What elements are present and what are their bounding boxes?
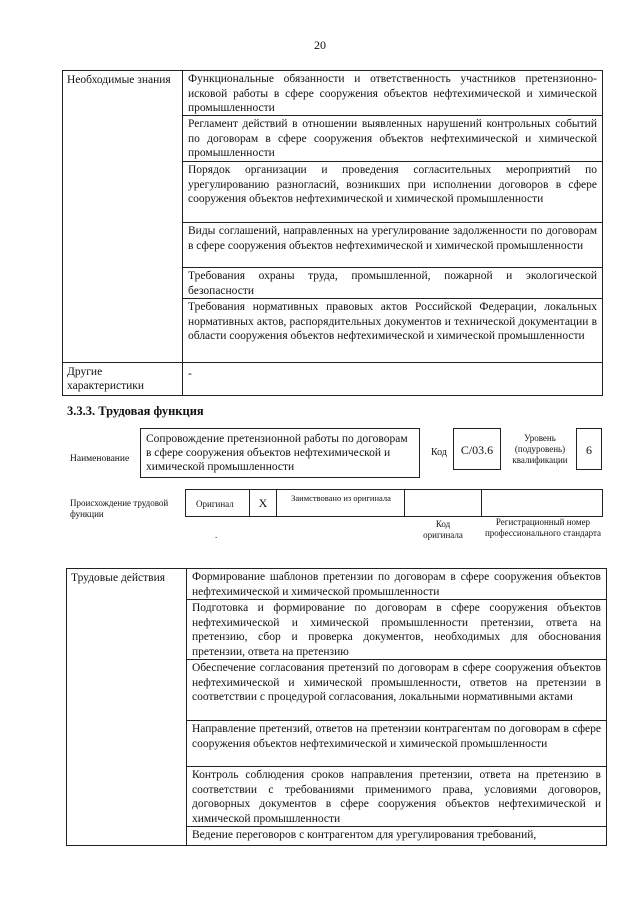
list-item: Ведение переговоров с контрагентом для урегулирования требований,: [192, 829, 537, 841]
list-item: Порядок организации и проведения согласительных мероприятий по урегулированию разногласий, возникших при исполнении договоров в сфере сооружения объектов нефтехимической и химической промышленности: [183, 162, 602, 223]
work-actions-table: [66, 568, 607, 846]
code-original-box: [404, 490, 482, 516]
table-row: [63, 71, 603, 363]
code-original-caption: Код оригинала: [423, 519, 463, 540]
reg-number-caption: Регистрационный номер профессионального стандарта: [484, 517, 602, 538]
original-mark: X: [249, 490, 277, 516]
row-label: Другие характеристики: [63, 363, 183, 396]
level-label: Уровень (подуровень) квалификации: [512, 433, 568, 465]
name-label: Наименование: [70, 454, 130, 464]
list-item: Требования нормативных правовых актов Российской Федерации, локальных нормативных актов, распорядительных документов и технической документации в области сооружения объектов нефтехимической и химической промышленности: [188, 301, 597, 342]
level-value: 6: [576, 428, 602, 470]
list-item: Регламент действий в отношении выявленных нарушений контрольных событий по договорам в сфере сооружения объектов нефтехимической и химической промышленности: [183, 116, 602, 162]
list-item: Обеспечение согласования претензий по договорам в сфере сооружения объектов нефтехимической и химической промышленности, ответов на претензии в соответствии с процедурой согласования, локальными нормативными актами: [187, 660, 606, 721]
table-row: [63, 363, 603, 396]
row-label: Трудовые действия: [67, 569, 187, 846]
borrowed-label: Заимствовано из оригинала: [291, 493, 391, 503]
section-title: 3.3.3. Трудовая функция: [67, 404, 204, 418]
origin-strip: [185, 489, 603, 517]
function-name: Сопровождение претензионной работы по договорам в сфере сооружения объектов нефтехимической и химической промышленности: [140, 428, 420, 478]
list-item: Контроль соблюдения сроков направления претензии, ответа на претензию в соответствии с требованиями применимого права, условиями договоров, договорных документов в сфере сооружения объектов нефтехимической и химической промышленности: [187, 767, 606, 827]
list-item: Функциональные обязанности и ответственность участников претензионно-исковой работы в сфере сооружения объектов нефтехимической и химической промышленности: [183, 71, 602, 116]
list-item: Подготовка и формирование по договорам в сфере сооружения объектов нефтехимической и химической промышленности претензии, ответа на претензию, сбор и проверка документов, необходимых для обоснования претензии, ответа на претензию: [187, 600, 606, 660]
list-item: Виды соглашений, направленных на урегулирование задолженности по договорам в сфере сооружения объектов нефтехимической и химической промышленности: [183, 223, 602, 268]
origin-label: Происхождение трудовой функции: [70, 498, 169, 519]
row-label: Необходимые знания: [63, 71, 183, 363]
code-label: Код: [431, 447, 447, 458]
knowledge-table: [62, 70, 603, 396]
list-item: -: [188, 368, 192, 380]
list-item: Формирование шаблонов претензии по договорам в сфере сооружения объектов нефтехимической и химической промышленности: [187, 569, 606, 600]
list-item: Направление претензий, ответов на претензии контрагентам по договорам в сфере сооружения объектов нефтехимической и химической промышленности: [187, 721, 606, 767]
function-code: C/03.6: [453, 428, 501, 470]
page-number: 20: [314, 38, 326, 52]
original-label: Оригинал: [196, 499, 234, 509]
stray-dot: .: [215, 530, 218, 540]
table-row: [67, 569, 607, 846]
list-item: Требования охраны труда, промышленной, пожарной и экологической безопасности: [183, 268, 602, 299]
